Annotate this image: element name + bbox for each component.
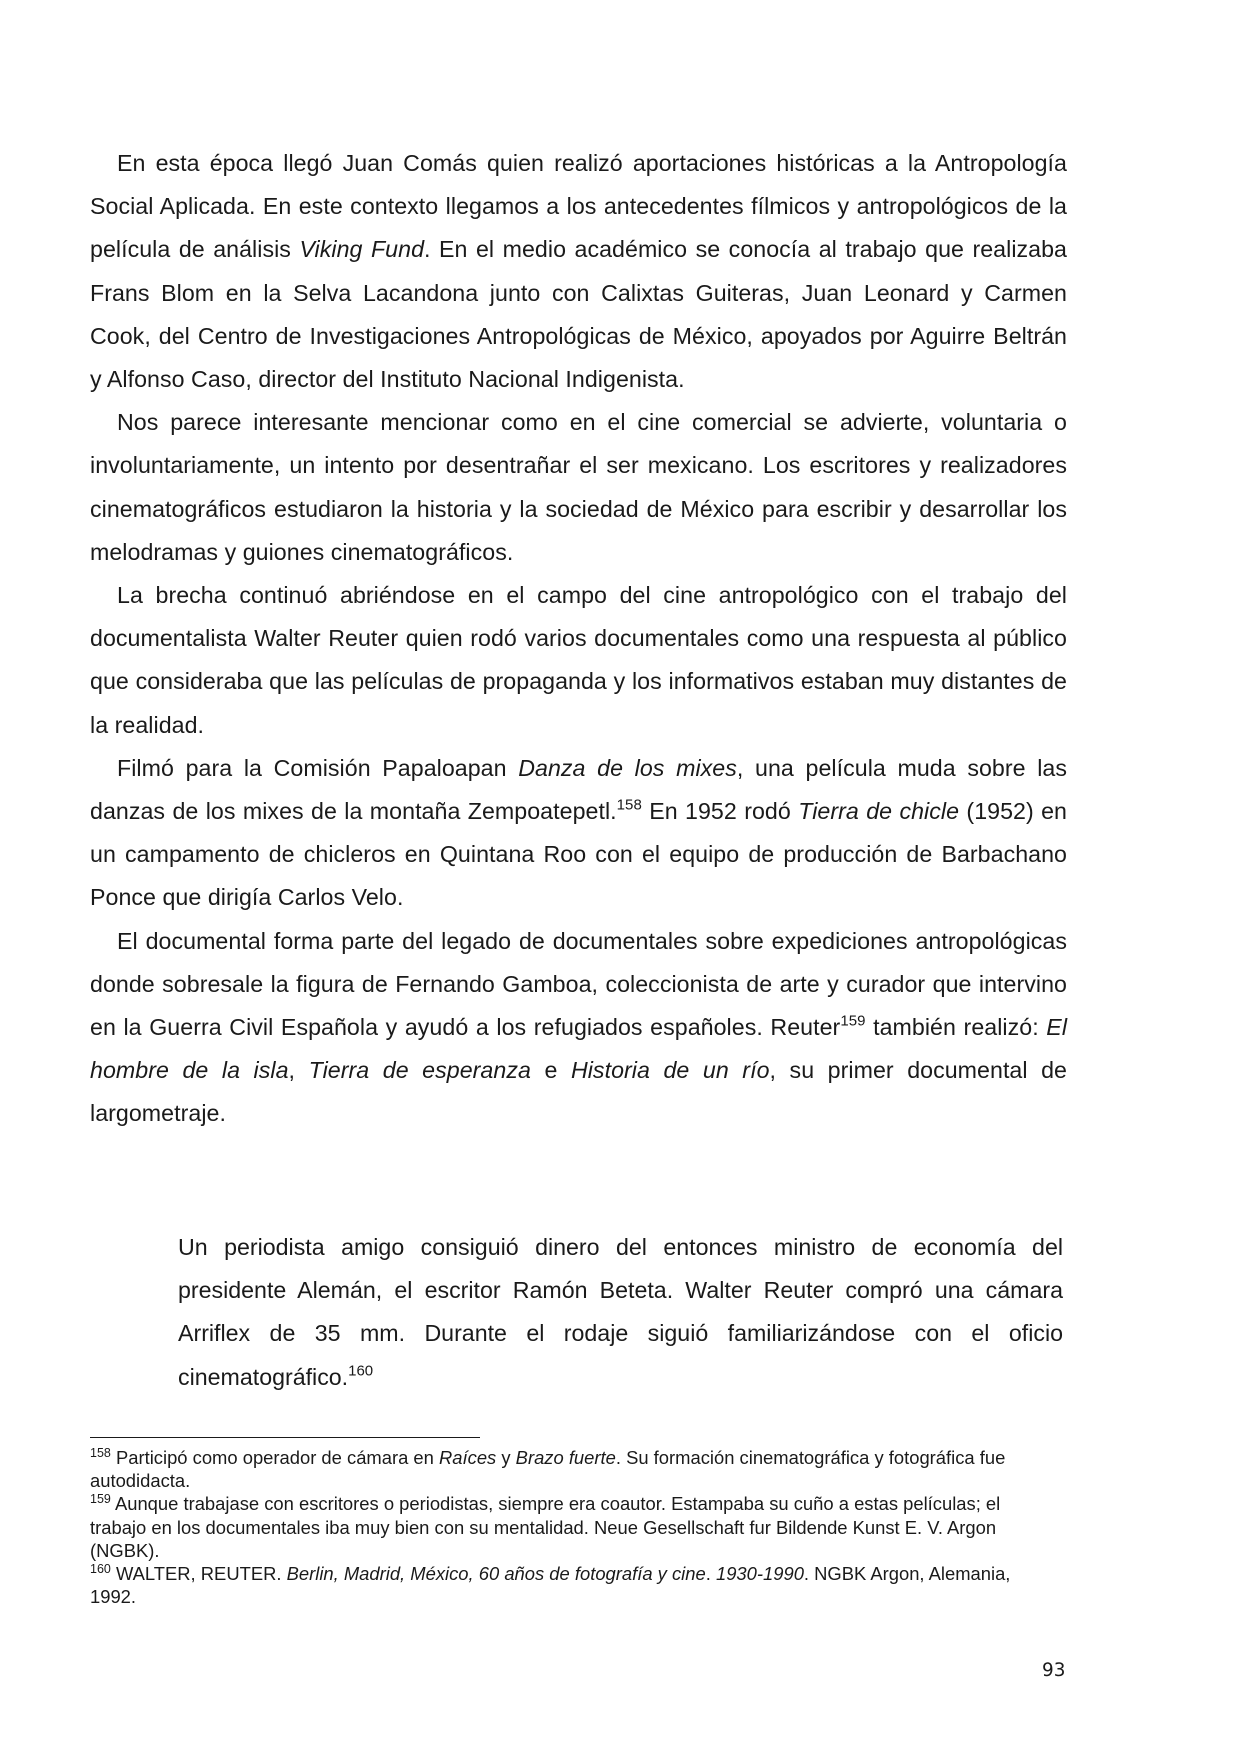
italic-title: Brazo fuerte: [515, 1447, 616, 1468]
text-run: e: [530, 1057, 571, 1084]
italic-title: El hombre de la isla: [90, 1014, 1068, 1084]
footnote-158: [90, 1446, 1050, 1492]
footnotes: [90, 1446, 1050, 1608]
text-run: . Su formación cinematográfica y fotográfica fue autodidacta.: [90, 1447, 1006, 1492]
paragraph-comision-papaloapan: [90, 747, 1067, 920]
paragraph-cine-comercial: [90, 401, 1067, 574]
page-number: 93: [1042, 1660, 1066, 1681]
footnote-reference: 158: [90, 1446, 111, 1461]
text-run: El documental forma parte del legado de documentales sobre expediciones antropológicas donde sobresale la figura de Fernando Gamboa, coleccionista de arte y curador que intervino en la Guerra Civil Española y ayudó a los refugiados españoles. Reuter: [90, 927, 1067, 1041]
footnote-159: [90, 1492, 1050, 1562]
footnote-reference: 159: [90, 1492, 111, 1507]
text-run: Participó como operador de cámara en: [110, 1447, 439, 1468]
text-run: .: [705, 1563, 716, 1585]
text-run: ,: [288, 1057, 309, 1084]
text-run: (1952) en un campamento de chicleros en Quintana Roo con el equipo de producción de Barbachano Ponce que dirigía Carlos Velo.: [90, 798, 1068, 911]
block-quote: [178, 1226, 1063, 1399]
italic-title: 1930-1990: [715, 1563, 804, 1585]
italic-title: Tierra de esperanza: [308, 1057, 531, 1084]
text-run: , su primer documental de largometraje.: [90, 1057, 1068, 1127]
footnote-reference: 160: [348, 1361, 374, 1379]
italic-title: Berlin, Madrid, México, 60 años de fotografía y cine: [286, 1563, 706, 1585]
text-run: Un periodista amigo consiguió dinero del entonces ministro de economía del presidente Alemán, el escritor Ramón Beteta. Walter Reuter compró una cámara Arriflex de 35 mm. Durante el rodaje siguió familiarizándose con el oficio cinematográfico.: [178, 1234, 1063, 1390]
text-run: . En el medio académico se conocía al trabajo que realizaba Frans Blom en la Selva Lacandona junto con Calixtas Guiteras, Juan Leonard y Carmen Cook, del Centro de Investigaciones Antropológicas de México, apoyados por Aguirre Beltrán y Alfonso Caso, director del Instituto Nacional Indigenista.: [90, 236, 1067, 393]
text-run: Filmó para la Comisión Papaloapan: [117, 754, 519, 781]
italic-title: Viking Fund: [299, 236, 425, 263]
text-run: y: [496, 1447, 516, 1468]
body-text: [90, 142, 1067, 1136]
text-run: Aunque trabajase con escritores o periodistas, siempre era coautor. Estampaba su cuño a estas películas; el trabajo en los documentales iba muy bien con su mentalidad. Neue Gesellschaft fur Bildende Kunst E. V. Argon (NGBK).: [90, 1493, 1001, 1561]
footnote-separator: [90, 1437, 480, 1438]
footnote-160: [90, 1562, 1050, 1608]
footnote-reference: 159: [840, 1012, 866, 1030]
italic-title: Raíces: [439, 1447, 497, 1468]
footnote-reference: 158: [616, 796, 642, 814]
text-run: . NGBK Argon, Alemania, 1992.: [90, 1563, 1011, 1608]
paragraph-documental-legado: [90, 920, 1067, 1136]
text-run: WALTER, REUTER.: [110, 1563, 287, 1585]
italic-title: Danza de los mixes: [518, 754, 737, 781]
text-run: En esta época llegó Juan Comás quien realizó aportaciones históricas a la Antropología Social Aplicada. En este contexto llegamos a los antecedentes fílmicos y antropológicos de la película de análisis: [90, 150, 1067, 263]
text-run: En 1952 rodó: [641, 798, 799, 825]
text-run: , una película muda sobre las danzas de los mixes de la montaña Zempoatepetl.: [90, 754, 1067, 825]
footnote-reference: 160: [90, 1562, 111, 1577]
paragraph-juan-comas: [90, 142, 1067, 401]
italic-title: Tierra de chicle: [798, 798, 960, 825]
text-run: La brecha continuó abriéndose en el campo del cine antropológico con el trabajo del documentalista Walter Reuter quien rodó varios documentales como una respuesta al público que consideraba que las películas de propaganda y los informativos estaban muy distantes de la realidad.: [90, 582, 1067, 738]
paragraph-walter-reuter: [90, 574, 1067, 747]
text-run: Nos parece interesante mencionar como en el cine comercial se advierte, voluntaria o involuntariamente, un intento por desentrañar el ser mexicano. Los escritores y realizadores cinematográficos estudiaron la historia y la sociedad de México para escribir y desarrollar los melodramas y guiones cinematográficos.: [90, 409, 1067, 565]
italic-title: Historia de un río: [570, 1057, 770, 1084]
text-run: también realizó:: [865, 1014, 1047, 1041]
